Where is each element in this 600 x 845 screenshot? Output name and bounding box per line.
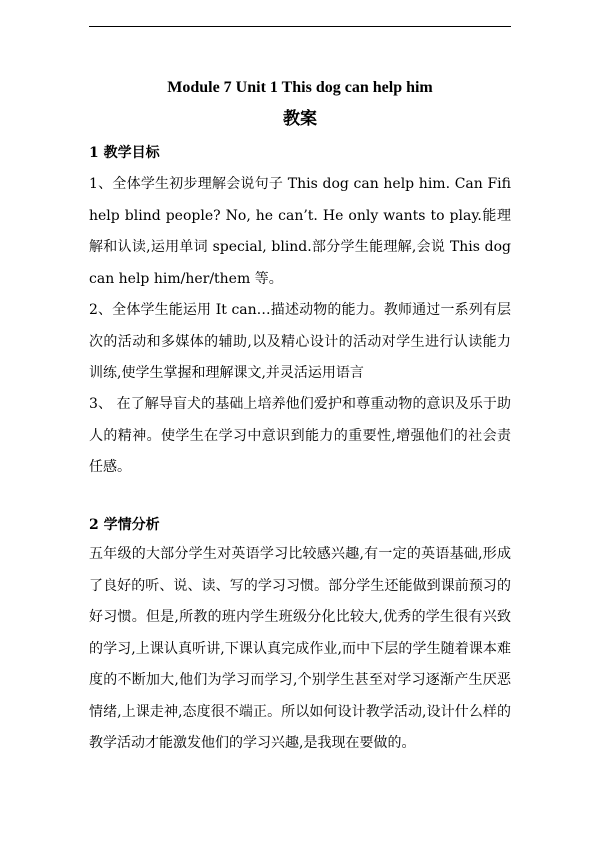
analysis-paragraph: 五年级的大部分学生对英语学习比较感兴趣,有一定的英语基础,形成了良好的听、说、读、写的学习习惯。部分学生还能做到课前预习的好习惯。但是,所教的班内学生班级分化比较大,优秀的学生很有兴致的学习,上课认真听讲,下课认真完成作业,而中下层的学生随着课本难度的不断加大,他们为学习而学习,个别学生甚至对学习逐渐产生厌恶情绪,上课走神,态度很不端正。所以如何设计教学活动,设计什么样的教学活动才能激发他们的学习兴趣,是我现在要做的。 <box>89 546 511 751</box>
objective-paragraph-3: 3、 在了解导盲犬的基础上培养他们爱护和尊重动物的意识及乐于助人的精神。使学生在学习中意识到能力的重要性,增强他们的社会责任感。 <box>89 396 511 475</box>
objective-paragraph-1: 1、全体学生初步理解会说句子 This dog can help him. Can Fifi help blind people? No, he can’t. He only wants to play.能理解和认读,运用单词 special, blind.部分学生能理解,会说 This dog can help him/her/them 等。 <box>89 176 511 287</box>
header-rule <box>89 26 511 27</box>
section-heading-objectives: 1 教学目标 <box>89 145 160 161</box>
document-title: Module 7 Unit 1 This dog can help him <box>167 79 433 96</box>
document-subtitle: 教案 <box>283 109 317 129</box>
section-heading-analysis: 2 学情分析 <box>89 517 160 533</box>
objective-paragraph-2: 2、全体学生能运用 It can…描述动物的能力。教师通过一系列有层次的活动和多媒体的辅助,以及精心设计的活动对学生进行认读能力训练,使学生掌握和理解课文,并灵活运用语言 <box>89 302 511 381</box>
